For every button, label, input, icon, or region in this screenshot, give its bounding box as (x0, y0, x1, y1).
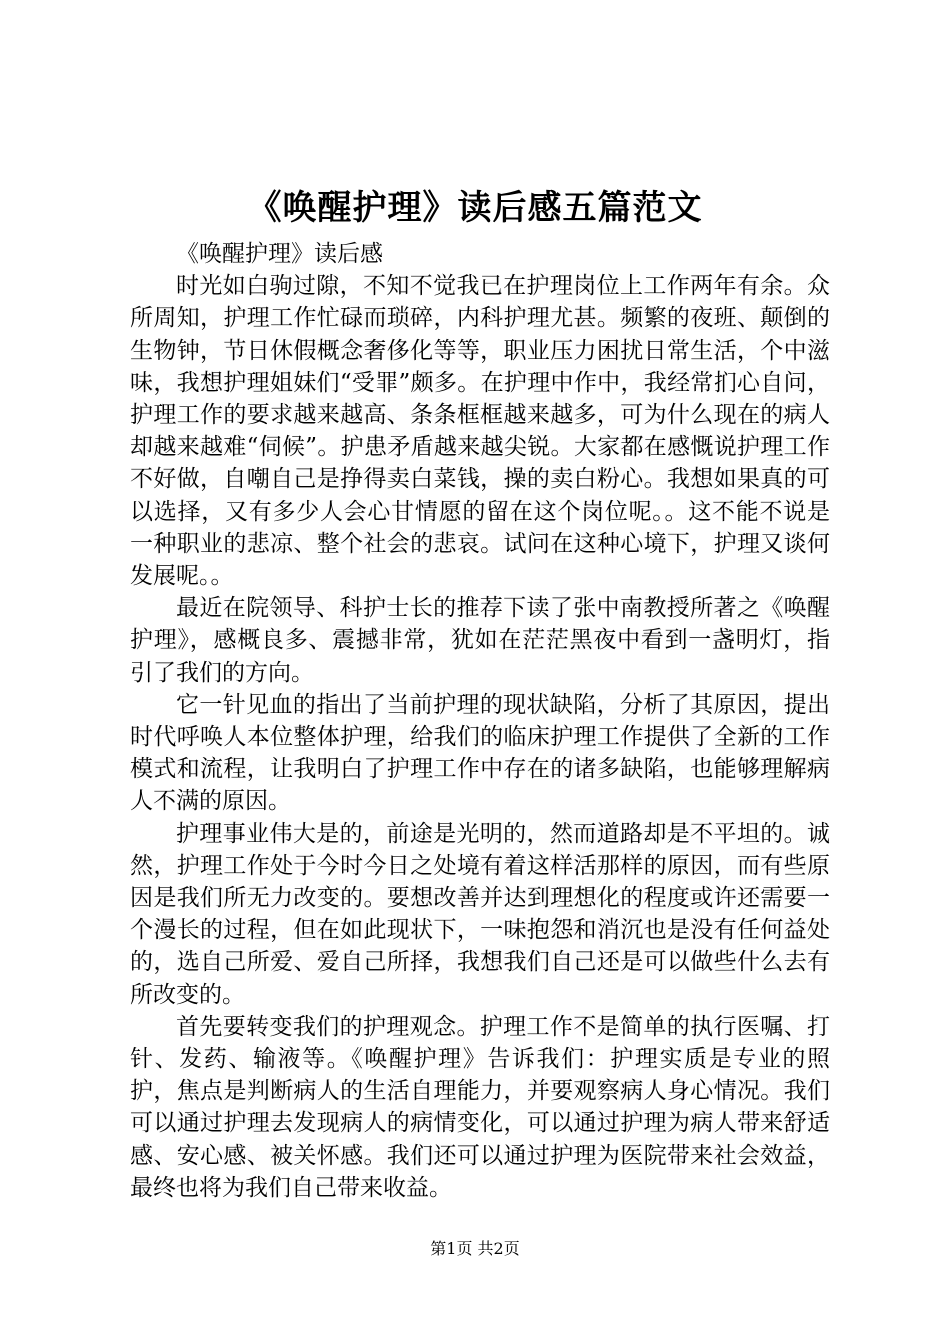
paragraph: 护理事业伟大是的，前途是光明的，然而道路却是不平坦的。诚然，护理工作处于今时今日之处境有着这样活那样的原因，而有些原因是我们所无力改变的。要想改善并达到理想化的程度或许还需要一个漫长的过程，但在如此现状下，一味抱怨和消沉也是没有任何益处的，选自己所爱、爱自己所择，我想我们自己还是可以做些什么去有所改变的。 (130, 820, 830, 1008)
document-body (130, 238, 830, 1204)
page-number-footer: 第1页 共2页 (430, 1239, 520, 1258)
paragraph: 首先要转变我们的护理观念。护理工作不是简单的执行医嘱、打针、发药、输液等。《唤醒护理》告诉我们：护理实质是专业的照护，焦点是判断病人的生活自理能力，并要观察病人身心情况。我们可以通过护理去发现病人的病情变化，可以通过护理为病人带来舒适感、安心感、被关怀感。我们还可以通过护理为医院带来社会效益，最终也将为我们自己带来收益。 (130, 1013, 830, 1201)
paragraph: 最近在院领导、科护士长的推荐下读了张中南教授所著之《唤醒护理》，感概良多、震撼非常，犹如在茫茫黑夜中看到一盏明灯，指引了我们的方向。 (130, 595, 830, 686)
paragraph: 它一针见血的指出了当前护理的现状缺陷，分析了其原因，提出时代呼唤人本位整体护理，给我们的临床护理工作提供了全新的工作模式和流程，让我明白了护理工作中存在的诸多缺陷，也能够理解病人不满的原因。 (130, 691, 830, 815)
document-title: 《唤醒护理》读后感五篇范文 (247, 188, 703, 228)
paragraph-subtitle: 《唤醒护理》读后感 (176, 241, 383, 267)
paragraph: 时光如白驹过隙，不知不觉我已在护理岗位上工作两年有余。众所周知，护理工作忙碌而琐碎，内科护理尤甚。频繁的夜班、颠倒的生物钟，节日休假概念奢侈化等等，职业压力困扰日常生活，个中滋味，我想护理姐妹们“受罪”颇多。在护理中作中，我经常扪心自问，护理工作的要求越来越高、条条框框越来越多，可为什么现在的病人却越来越难“伺候”。护患矛盾越来越尖锐。大家都在感慨说护理工作不好做，自嘲自己是挣得卖白菜钱，操的卖白粉心。我想如果真的可以选择，又有多少人会心甘情愿的留在这个岗位呢。。这不能不说是一种职业的悲凉、整个社会的悲哀。试问在这种心境下，护理又谈何发展呢。。 (130, 273, 830, 590)
